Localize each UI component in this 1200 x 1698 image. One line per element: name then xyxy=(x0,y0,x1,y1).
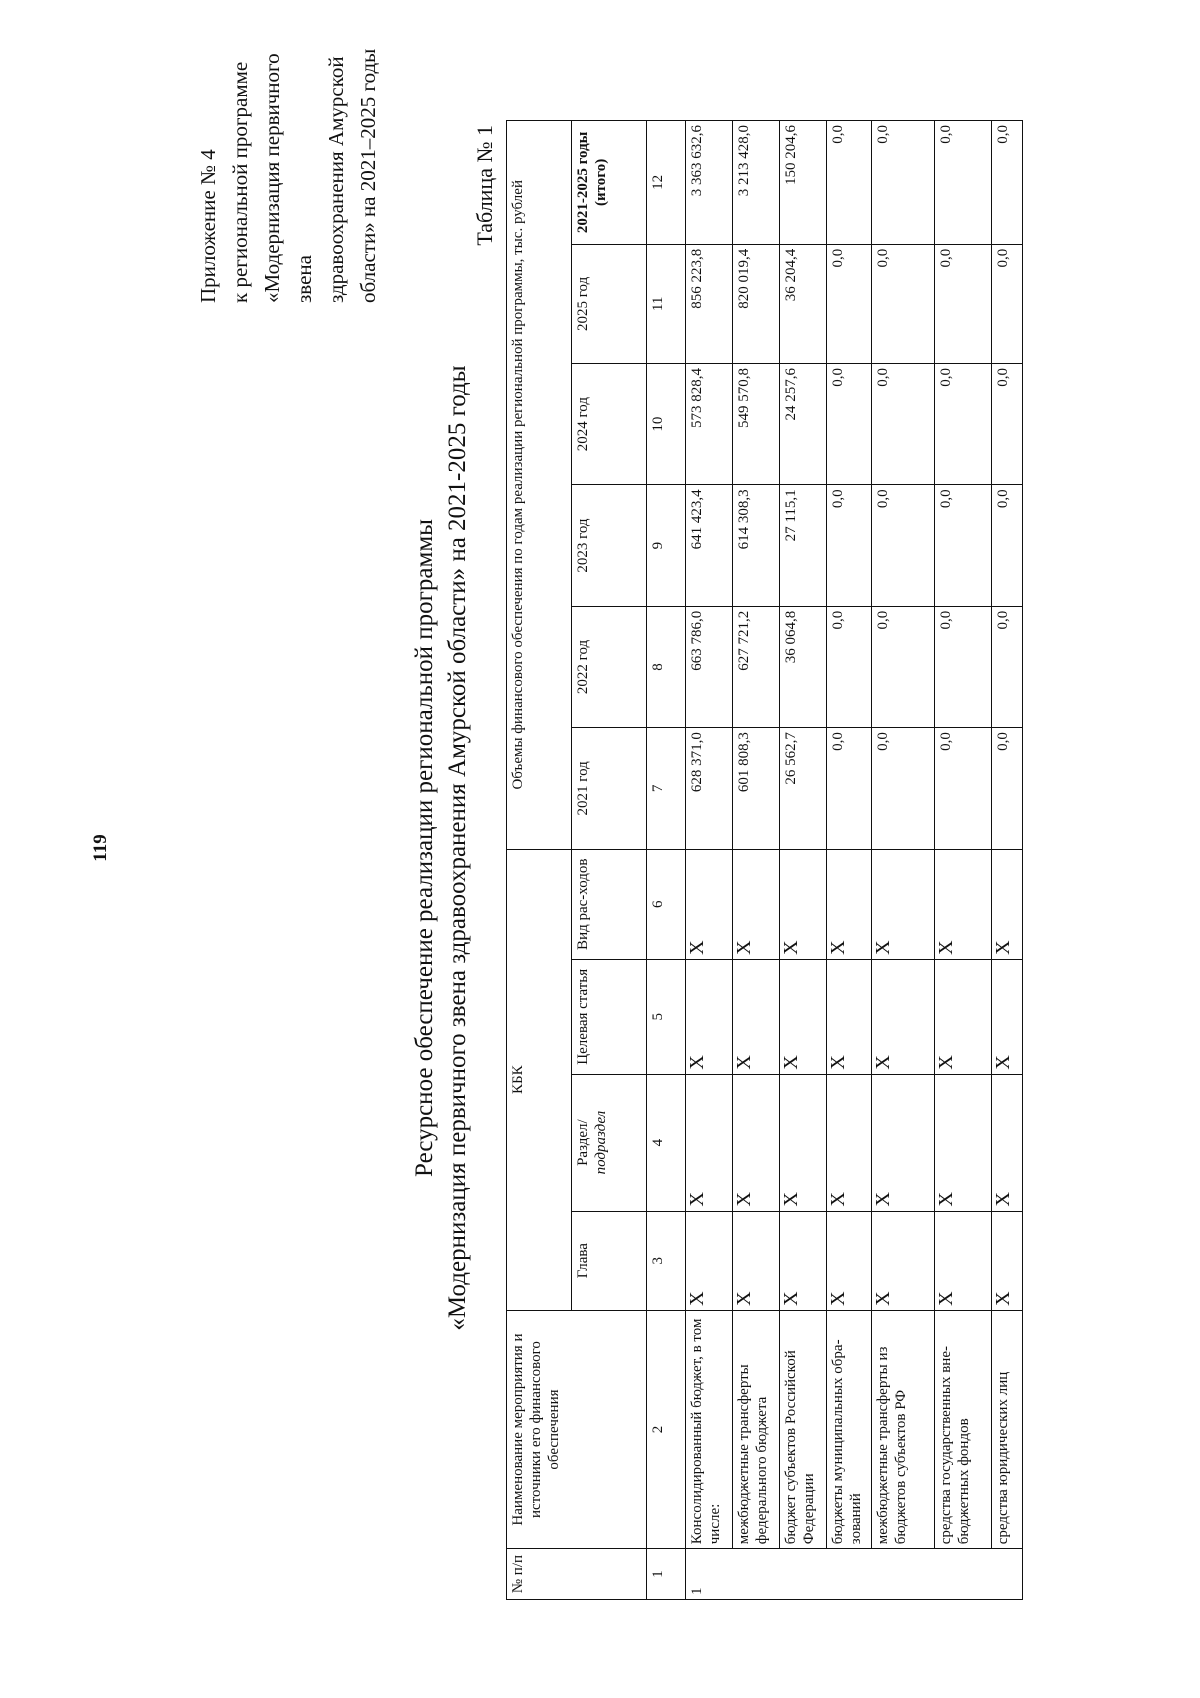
cell-2022: 627 721,2 xyxy=(733,606,780,727)
appendix-block xyxy=(192,3,384,303)
header-podrazdel-text: подраздел xyxy=(593,1110,609,1175)
cell-2022: 663 786,0 xyxy=(686,606,733,727)
cell-2024: 549 570,8 xyxy=(733,363,780,484)
header-statya: Целевая статья xyxy=(572,959,647,1074)
cell-2023: 0,0 xyxy=(992,485,1023,606)
cell-2021: 26 562,7 xyxy=(780,728,827,849)
cell-glava: X xyxy=(872,1211,935,1310)
header-2023: 2023 год xyxy=(572,485,647,606)
cell-vid: X xyxy=(780,849,827,959)
table-row xyxy=(992,121,1023,1600)
cell-2025: 0,0 xyxy=(827,244,872,363)
header-razdel-text: Раздел/ xyxy=(575,1119,591,1166)
cell-razdel: X xyxy=(935,1074,992,1211)
cell-statya: X xyxy=(686,959,733,1074)
cell-2022: 0,0 xyxy=(992,606,1023,727)
cell-2021: 628 371,0 xyxy=(686,728,733,849)
cell-razdel: X xyxy=(872,1074,935,1211)
header-glava: Глава xyxy=(572,1211,647,1310)
cell-glava: X xyxy=(780,1211,827,1310)
cell-statya: X xyxy=(872,959,935,1074)
appendix-line: к региональной программе xyxy=(228,61,252,303)
cell-total: 3 363 632,6 xyxy=(686,121,733,245)
header-vid: Вид рас-ходов xyxy=(572,849,647,959)
appendix-line: Приложение № 4 xyxy=(196,149,220,303)
header-2021: 2021 год xyxy=(572,728,647,849)
cell-2025: 0,0 xyxy=(935,244,992,363)
col-number: 11 xyxy=(647,244,686,363)
cell-2023: 0,0 xyxy=(827,485,872,606)
col-number: 7 xyxy=(647,728,686,849)
cell-2021: 601 808,3 xyxy=(733,728,780,849)
row-name: межбюджетные трансферты федерального бюджета xyxy=(733,1310,780,1548)
cell-statya: X xyxy=(992,959,1023,1074)
appendix-line: здравоохранения Амурской xyxy=(324,56,348,303)
col-number: 12 xyxy=(647,121,686,245)
table-row xyxy=(686,121,733,1600)
appendix-line: области» на 2021–2025 годы xyxy=(356,48,380,303)
header-num: № п/п xyxy=(507,1549,647,1600)
cell-razdel: X xyxy=(686,1074,733,1211)
col-number: 10 xyxy=(647,363,686,484)
cell-2023: 641 423,4 xyxy=(686,485,733,606)
cell-glava: X xyxy=(827,1211,872,1310)
col-number: 3 xyxy=(647,1211,686,1310)
cell-glava: X xyxy=(733,1211,780,1310)
cell-2025: 0,0 xyxy=(872,244,935,363)
cell-2024: 0,0 xyxy=(992,363,1023,484)
cell-2021: 0,0 xyxy=(827,728,872,849)
row-name: Консолидированный бюджет, в том числе: xyxy=(686,1310,733,1548)
cell-razdel: X xyxy=(827,1074,872,1211)
cell-2022: 0,0 xyxy=(872,606,935,727)
col-number: 9 xyxy=(647,485,686,606)
cell-2024: 24 257,6 xyxy=(780,363,827,484)
cell-razdel: X xyxy=(992,1074,1023,1211)
cell-2022: 0,0 xyxy=(935,606,992,727)
financing-table xyxy=(506,120,1023,1600)
column-numbers-row xyxy=(647,121,686,1600)
cell-2025: 820 019,4 xyxy=(733,244,780,363)
header-volumes: Объемы финансового обеспечения по годам реализации региональной программы, тыс. рублей xyxy=(507,121,572,850)
col-number: 2 xyxy=(647,1310,686,1548)
cell-vid: X xyxy=(992,849,1023,959)
col-number: 6 xyxy=(647,849,686,959)
cell-2022: 0,0 xyxy=(827,606,872,727)
cell-2024: 573 828,4 xyxy=(686,363,733,484)
row-name: межбюджетные трансферты из бюджетов субъектов РФ xyxy=(872,1310,935,1548)
row-name: бюджет субъектов Российской Федерации xyxy=(780,1310,827,1548)
row-number: 1 xyxy=(686,1549,1023,1600)
cell-razdel: X xyxy=(780,1074,827,1211)
cell-statya: X xyxy=(780,959,827,1074)
cell-total: 0,0 xyxy=(935,121,992,245)
header-2024: 2024 год xyxy=(572,363,647,484)
header-kbk: КБК xyxy=(507,849,572,1310)
cell-statya: X xyxy=(827,959,872,1074)
header-razdel xyxy=(572,1074,647,1211)
cell-2025: 856 223,8 xyxy=(686,244,733,363)
table-row xyxy=(935,121,992,1600)
cell-2024: 0,0 xyxy=(827,363,872,484)
cell-total: 0,0 xyxy=(872,121,935,245)
col-number: 4 xyxy=(647,1074,686,1211)
cell-vid: X xyxy=(827,849,872,959)
cell-total: 0,0 xyxy=(827,121,872,245)
cell-vid: X xyxy=(733,849,780,959)
appendix-line: «Модернизация первичного звена xyxy=(260,53,316,303)
row-name: средства юридических лиц xyxy=(992,1310,1023,1548)
cell-2025: 0,0 xyxy=(992,244,1023,363)
cell-statya: X xyxy=(733,959,780,1074)
cell-2021: 0,0 xyxy=(935,728,992,849)
col-number: 1 xyxy=(647,1549,686,1600)
cell-2023: 0,0 xyxy=(935,485,992,606)
header-total: 2021-2025 годы (итого) xyxy=(572,121,647,245)
row-name: средства государственных вне-бюджетных фондов xyxy=(935,1310,992,1548)
table-number: Таблица № 1 xyxy=(472,125,497,246)
cell-2023: 0,0 xyxy=(872,485,935,606)
cell-total: 3 213 428,0 xyxy=(733,121,780,245)
cell-2023: 614 308,3 xyxy=(733,485,780,606)
cell-2021: 0,0 xyxy=(992,728,1023,849)
cell-glava: X xyxy=(935,1211,992,1310)
col-number: 8 xyxy=(647,606,686,727)
page-number: 119 xyxy=(90,834,111,862)
title-line: «Модернизация первичного звена здравоохранения Амурской области» на 2021-2025 годы xyxy=(444,365,471,1331)
cell-2024: 0,0 xyxy=(935,363,992,484)
title-line: Ресурсное обеспечение реализации региональной программы xyxy=(411,519,438,1177)
header-2022: 2022 год xyxy=(572,606,647,727)
table-row xyxy=(733,121,780,1600)
table-row xyxy=(780,121,827,1600)
cell-total: 0,0 xyxy=(992,121,1023,245)
cell-total: 150 204,6 xyxy=(780,121,827,245)
col-number: 5 xyxy=(647,959,686,1074)
table-row xyxy=(872,121,935,1600)
cell-glava: X xyxy=(992,1211,1023,1310)
cell-2024: 0,0 xyxy=(872,363,935,484)
cell-vid: X xyxy=(686,849,733,959)
header-name: Наименование мероприятия и источники его финансового обеспечения xyxy=(507,1310,647,1548)
cell-vid: X xyxy=(935,849,992,959)
table-row xyxy=(827,121,872,1600)
cell-statya: X xyxy=(935,959,992,1074)
cell-vid: X xyxy=(872,849,935,959)
cell-glava: X xyxy=(686,1211,733,1310)
row-name: бюджеты муниципальных обра-зований xyxy=(827,1310,872,1548)
document-title xyxy=(408,138,474,1558)
cell-2025: 36 204,4 xyxy=(780,244,827,363)
cell-2021: 0,0 xyxy=(872,728,935,849)
cell-2022: 36 064,8 xyxy=(780,606,827,727)
header-2025: 2025 год xyxy=(572,244,647,363)
cell-2023: 27 115,1 xyxy=(780,485,827,606)
cell-razdel: X xyxy=(733,1074,780,1211)
